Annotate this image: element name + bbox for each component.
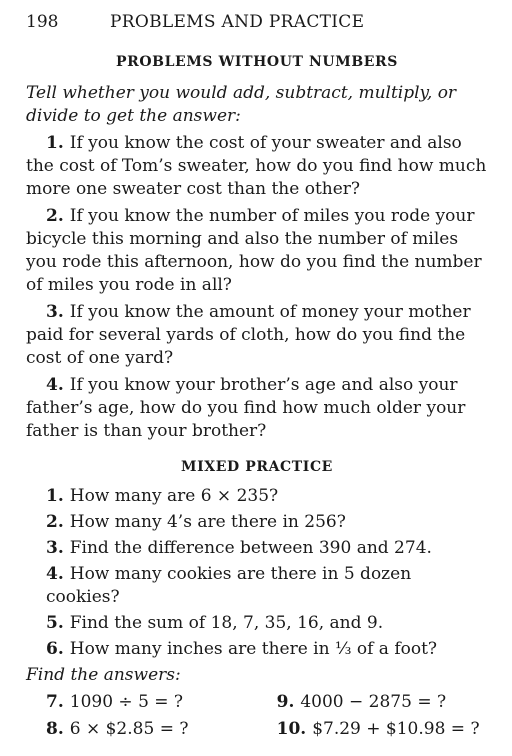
item-number: 2. — [46, 512, 64, 532]
list-item — [46, 563, 488, 609]
list-item — [46, 485, 488, 508]
item-text: $7.29 + $10.98 = ? — [312, 719, 480, 739]
item-number: 9. — [276, 692, 295, 712]
instruction-text: Tell whether you would add, subtract, multiply, or divide to get the answer: — [26, 83, 457, 126]
answer-row — [26, 718, 488, 741]
item-text: How many are 6 × 235? — [69, 486, 279, 506]
problem-text: If you know your brother’s age and also your father’s age, how do you find how much older your father is than your brother? — [26, 375, 466, 441]
problem-4 — [26, 374, 488, 443]
item-number: 6. — [46, 639, 64, 659]
item-text: 6 × $2.85 = ? — [69, 719, 189, 739]
problem-text: If you know the cost of your sweater and also the cost of Tom’s sweater, how do you find how much more one sweater cost than the other? — [26, 133, 487, 199]
section-title-problems-without-numbers: PROBLEMS WITHOUT NUMBERS — [116, 54, 398, 70]
find-answers-label: Find the answers: — [26, 665, 181, 685]
problem-number: 2. — [46, 206, 64, 226]
item-number: 10. — [276, 719, 307, 739]
answer-row — [26, 691, 488, 714]
page-number: 198 — [26, 12, 59, 32]
answer-item-7 — [46, 691, 277, 714]
item-text: Find the difference between 390 and 274. — [69, 538, 432, 558]
problem-text: If you know the amount of money your mother paid for several yards of cloth, how do you find the cost of one yard? — [26, 302, 471, 368]
item-number: 8. — [46, 719, 64, 739]
running-head — [26, 12, 488, 42]
item-number: 1. — [46, 486, 64, 506]
problem-number: 3. — [46, 302, 64, 322]
problem-2 — [26, 205, 488, 297]
mixed-practice-list — [26, 485, 488, 661]
item-number: 3. — [46, 538, 64, 558]
item-text: 4000 − 2875 = ? — [300, 692, 447, 712]
item-text: Find the sum of 18, 7, 35, 16, and 9. — [69, 613, 384, 633]
problem-number: 4. — [46, 375, 64, 395]
item-text: How many inches are there in ⅓ of a foot? — [69, 639, 438, 659]
item-number: 7. — [46, 692, 64, 712]
item-number: 4. — [46, 564, 64, 584]
problem-text: If you know the number of miles you rode your bicycle this morning and also the number of miles you rode this afternoon, how do you find the number of miles you rode in all? — [26, 206, 482, 295]
answer-item-9 — [277, 691, 488, 714]
list-item — [46, 537, 488, 560]
problem-number: 1. — [46, 133, 64, 153]
answer-item-8 — [46, 718, 277, 741]
item-number: 5. — [46, 613, 64, 633]
item-text: How many cookies are there in 5 dozen cookies? — [46, 564, 412, 607]
running-title: PROBLEMS AND PRACTICE — [110, 12, 365, 32]
list-item — [46, 612, 488, 635]
problem-3 — [26, 301, 488, 370]
list-item — [46, 638, 488, 661]
book-page — [26, 12, 488, 741]
section-title-mixed-practice: MIXED PRACTICE — [181, 459, 333, 475]
problem-1 — [26, 132, 488, 201]
answer-item-10 — [277, 718, 488, 741]
list-item — [46, 511, 488, 534]
item-text: How many 4’s are there in 256? — [69, 512, 346, 532]
item-text: 1090 ÷ 5 = ? — [69, 692, 184, 712]
